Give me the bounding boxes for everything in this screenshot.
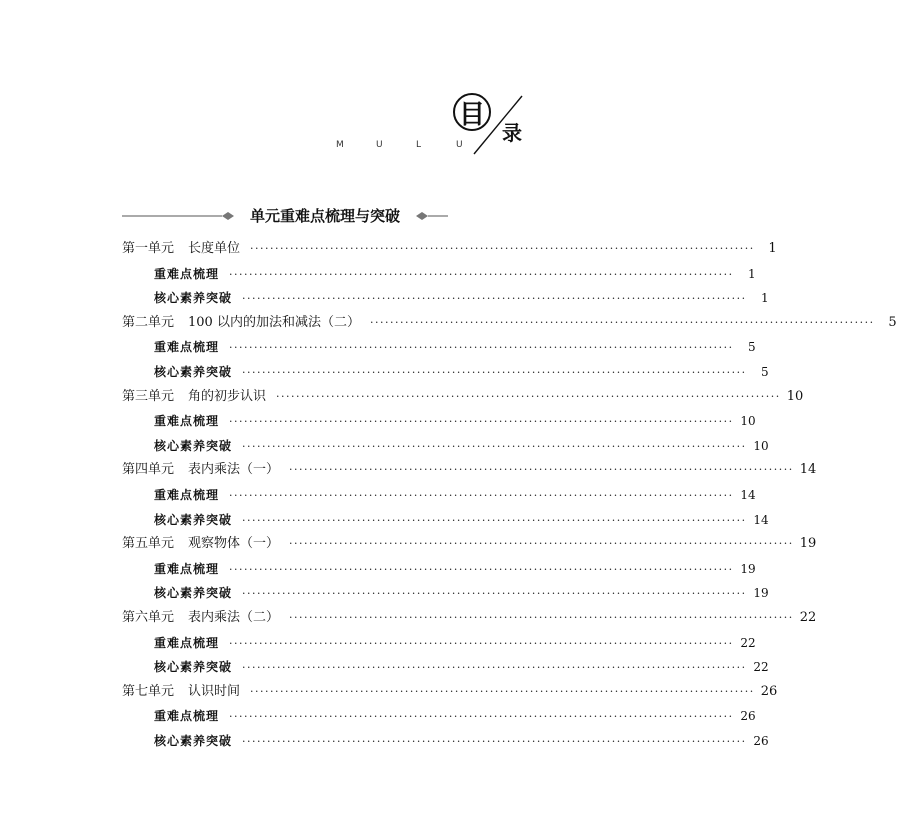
leader-dots: ····································································································· — [229, 710, 734, 724]
subsection-title: 核心素养突破 — [154, 660, 233, 675]
page-number: 26 — [753, 733, 769, 748]
leader-dots: ····································································································· — [250, 242, 755, 255]
toc-subsection-row[interactable] — [122, 704, 756, 729]
page-number: 10 — [740, 414, 756, 429]
page-number: 22 — [753, 660, 769, 675]
page-number: 22 — [799, 609, 817, 625]
leader-dots: ····································································································· — [242, 661, 747, 675]
page-number: 14 — [799, 462, 817, 478]
subsection-title: 重难点梳理 — [154, 414, 220, 429]
toc-list — [122, 237, 897, 753]
leader-dots: ····································································································· — [242, 513, 747, 527]
page-number: 19 — [740, 561, 756, 576]
leader-dots: ····································································································· — [289, 610, 794, 624]
leader-dots: ····································································································· — [289, 537, 794, 551]
subsection-title: 重难点梳理 — [154, 340, 220, 355]
toc-subsection-row[interactable] — [122, 655, 769, 680]
toc-subsection-row[interactable] — [122, 360, 769, 385]
toc-unit-row[interactable] — [122, 532, 817, 557]
toc-subsection-row[interactable] — [122, 729, 769, 754]
mulu-letter: L — [416, 140, 422, 150]
page-number: 1 — [761, 291, 769, 306]
leader-dots: ····································································································· — [276, 389, 781, 403]
unit-number: 第一单元 — [122, 241, 175, 256]
page-number: 10 — [786, 388, 804, 404]
leader-dots: ····································································································· — [229, 415, 734, 429]
page-number: 10 — [753, 438, 769, 453]
leader-dots: ····································································································· — [229, 488, 734, 502]
leader-dots: ····································································································· — [250, 684, 755, 698]
toc-unit-row[interactable] — [122, 458, 817, 483]
unit-number: 第四单元 — [122, 462, 175, 478]
unit-number: 第二单元 — [122, 314, 175, 330]
toc-subsection-row[interactable] — [122, 286, 769, 311]
page-number: 14 — [753, 512, 769, 527]
diagonal-slash-icon — [464, 92, 534, 162]
leader-dots: ····································································································· — [242, 292, 747, 306]
unit-title: 观察物体（一） — [188, 536, 280, 552]
subsection-title: 重难点梳理 — [154, 487, 220, 502]
circled-title-char: 目 — [453, 93, 491, 131]
subsection-title: 核心素养突破 — [154, 733, 233, 748]
unit-title: 100 以内的加法和减法（二） — [188, 314, 360, 330]
page-number: 5 — [748, 340, 756, 355]
toc-subsection-row[interactable] — [122, 335, 756, 360]
unit-number: 第六单元 — [122, 609, 175, 625]
leader-dots: ····································································································· — [242, 365, 747, 379]
unit-title: 表内乘法（一） — [188, 462, 280, 478]
section-heading — [122, 206, 528, 226]
leader-dots: ····································································································· — [242, 439, 747, 453]
subsection-title: 重难点梳理 — [154, 709, 220, 724]
toc-unit-row[interactable] — [122, 606, 817, 631]
page-number: 5 — [761, 364, 769, 379]
toc-header — [0, 0, 580, 170]
mulu-letter: U — [376, 140, 383, 150]
toc-subsection-row[interactable] — [122, 581, 769, 606]
toc-unit-row[interactable] — [122, 680, 778, 705]
subsection-title: 核心素养突破 — [154, 512, 233, 527]
page-number: 26 — [740, 709, 756, 724]
page-number: 22 — [740, 635, 756, 650]
page-number: 19 — [753, 586, 769, 601]
mulu-letter: M — [336, 140, 344, 150]
subsection-title: 核心素养突破 — [154, 291, 233, 306]
leader-dots: ····································································································· — [369, 315, 875, 329]
section-title: 单元重难点梳理与突破 — [249, 207, 400, 225]
page-number: 19 — [799, 536, 817, 552]
page-number: 14 — [740, 487, 756, 502]
leader-dots: ····································································································· — [229, 636, 734, 650]
unit-number: 第三单元 — [122, 388, 175, 404]
unit-number: 第五单元 — [122, 536, 175, 552]
toc-subsection-row[interactable] — [122, 508, 769, 533]
title-tail-char: 录 — [502, 121, 522, 145]
leader-dots: ····································································································· — [229, 267, 734, 281]
mulu-letter: U — [456, 140, 463, 150]
toc-unit-row[interactable] — [122, 311, 897, 336]
subsection-title: 核心素养突破 — [154, 586, 233, 601]
page-number: 1 — [748, 266, 756, 281]
unit-title: 认识时间 — [188, 683, 241, 699]
toc-subsection-row[interactable] — [122, 631, 756, 656]
toc-subsection-row[interactable] — [122, 434, 769, 459]
page-number: 26 — [760, 683, 778, 699]
leader-dots: ····································································································· — [229, 562, 734, 576]
toc-unit-row[interactable] — [122, 385, 804, 410]
toc-unit-row[interactable] — [122, 237, 777, 262]
subsection-title: 重难点梳理 — [154, 561, 220, 576]
unit-title: 角的初步认识 — [188, 388, 267, 404]
toc-subsection-row[interactable] — [122, 557, 756, 582]
toc-subsection-row[interactable] — [122, 409, 756, 434]
page-number: 1 — [768, 241, 777, 256]
leader-dots: ····································································································· — [289, 463, 794, 477]
subsection-title: 重难点梳理 — [154, 266, 220, 281]
leader-dots: ····································································································· — [229, 341, 734, 355]
subsection-title: 核心素养突破 — [154, 364, 233, 379]
leader-dots: ····································································································· — [242, 734, 747, 748]
unit-title: 长度单位 — [188, 241, 241, 256]
page-number: 5 — [888, 314, 897, 330]
toc-subsection-row[interactable] — [122, 262, 756, 287]
leader-dots: ····································································································· — [242, 587, 747, 601]
toc-subsection-row[interactable] — [122, 483, 756, 508]
unit-number: 第七单元 — [122, 683, 175, 699]
subsection-title: 核心素养突破 — [154, 438, 233, 453]
unit-title: 表内乘法（二） — [188, 609, 280, 625]
subsection-title: 重难点梳理 — [154, 635, 220, 650]
